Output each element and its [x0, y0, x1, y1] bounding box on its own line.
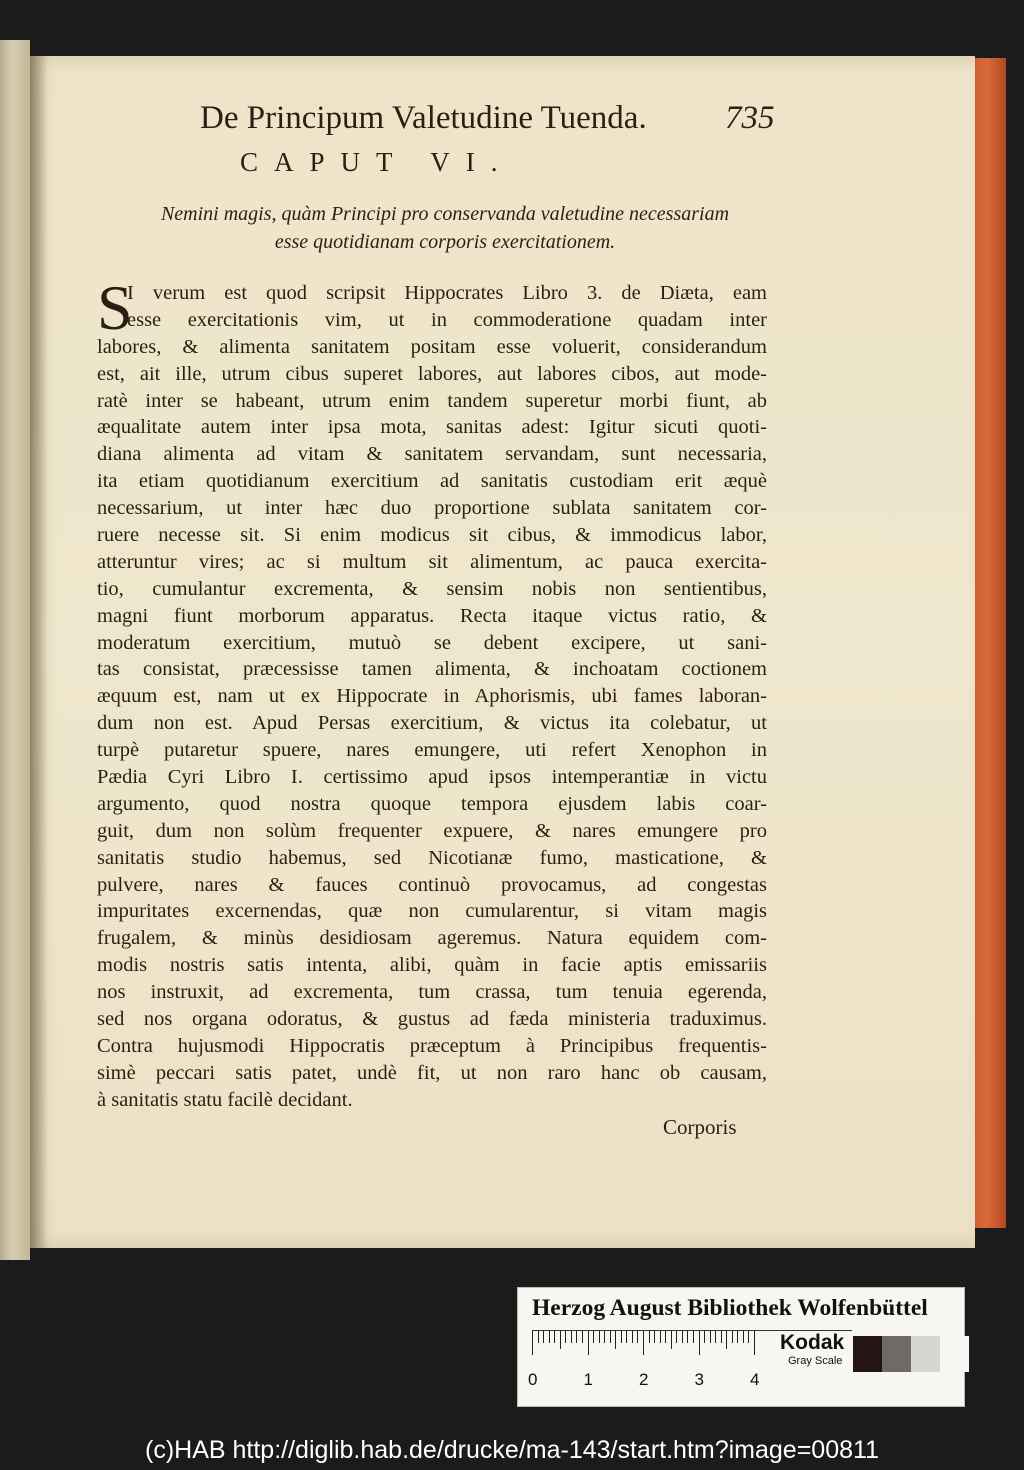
running-head: De Principum Valetudine Tuenda. — [200, 100, 647, 136]
gutter-shadow — [30, 56, 48, 1248]
kodak-logo: Kodak — [780, 1331, 845, 1354]
ruler-tick — [704, 1331, 705, 1343]
body-line: magni fiunt morborum apparatus. Recta itaque victus ratio, & — [97, 604, 767, 627]
ruler-tick — [671, 1331, 672, 1349]
ruler-tick — [593, 1331, 594, 1343]
ruler-tick — [549, 1331, 550, 1343]
body-line: modis nostris satis intenta, alibi, quàm in facie aptis emissariis — [97, 954, 767, 977]
gray-swatch — [882, 1336, 911, 1372]
body-line: I verum est quod scripsit Hippocrates Libro 3. de Diæta, eam — [127, 282, 767, 304]
ruler-tick — [748, 1331, 749, 1343]
ruler-tick — [754, 1331, 755, 1355]
body-line: ruere necesse sit. Si enim modicus sit cibus, & immodicus labor, — [97, 524, 767, 547]
body-line: æqualitate autem inter ipsa mota, sanitas adest: Igitur sicuti quoti- — [97, 416, 767, 439]
ruler-tick — [637, 1331, 638, 1343]
body-line: ita etiam quotidianum exercitium ad sanitatis custodiam erit æquè — [97, 470, 767, 493]
ruler-number: 2 — [639, 1370, 649, 1389]
body-line: Contra hujusmodi Hippocratis præceptum à Principibus frequentis- — [97, 1034, 767, 1057]
ruler-tick — [588, 1331, 589, 1355]
body-line: ratè inter se habeant, utrum enim tandem superetur morbi fiunt, ab — [97, 389, 767, 412]
ruler-tick — [687, 1331, 688, 1343]
body-line: turpè putaretur spuere, nares emungere, uti refert Xenophon in — [97, 739, 767, 762]
ruler-tick — [682, 1331, 683, 1343]
body-line: tas consistat, præcessisse tamen alimenta, & inchoatam coctionem — [97, 658, 767, 681]
body-line: esse exercitationis vim, ut in commoderatione quadam inter — [127, 308, 767, 331]
body-line: labores, & alimenta sanitatem positam esse voluerit, considerandum — [97, 335, 767, 358]
gray-scale-label: Gray Scale — [788, 1355, 843, 1367]
ruler-number: 0 — [528, 1370, 538, 1389]
ruler-tick — [737, 1331, 738, 1343]
ruler-tick — [649, 1331, 650, 1343]
body-text — [97, 272, 767, 1114]
ruler-tick — [571, 1331, 572, 1343]
body-line: æquum est, nam ut ex Hippocrate in Aphorismis, ubi fames laboran- — [97, 685, 767, 708]
library-color-card — [517, 1287, 965, 1407]
ruler-tick — [532, 1331, 533, 1355]
body-line: atteruntur vires; ac si multum sit alimentum, ac pauca exercita- — [97, 550, 767, 573]
ruler-number: 3 — [694, 1370, 704, 1389]
body-line: frugalem, & minùs desidiosam ageremus. Natura equidem com- — [97, 927, 767, 950]
gray-swatch — [940, 1336, 969, 1372]
ruler-tick — [699, 1331, 700, 1355]
ruler-tick — [538, 1331, 539, 1343]
card-title: Herzog August Bibliothek Wolfenbüttel — [532, 1295, 928, 1321]
body-line: moderatum exercitium, mutuò se debent excipere, ut sani- — [97, 631, 767, 654]
body-line: pulvere, nares & fauces continuò provocamus, ad congestas — [97, 873, 767, 896]
body-line: argumento, quod nostra quoque tempora ejusdem labis coar- — [97, 792, 767, 815]
copyright-url-footer: (c)HAB http://diglib.hab.de/drucke/ma-143/start.htm?image=00811 — [145, 1436, 879, 1464]
summary-line: Nemini magis, quàm Principi pro conservanda valetudine necessariam — [160, 203, 730, 225]
page-number: 735 — [725, 100, 775, 136]
ruler-tick — [560, 1331, 561, 1349]
body-line: necessarium, ut inter hæc duo proportione sublata sanitatem cor- — [97, 497, 767, 520]
ruler-tick — [543, 1331, 544, 1343]
body-line: sed nos organa odoratus, & gustus ad fæda ministeria traduximus. — [97, 1008, 767, 1031]
ruler-tick — [621, 1331, 622, 1343]
ruler-tick — [732, 1331, 733, 1343]
ruler-tick — [599, 1331, 600, 1343]
body-line: Pædia Cyri Libro I. certissimo apud ipsos intemperantiæ in victu — [97, 766, 767, 789]
adjacent-page-edge — [0, 40, 30, 1260]
body-line: simè peccari satis patet, undè fit, ut non raro hanc ob causam, — [97, 1061, 767, 1084]
body-line: dum non est. Apud Persas exercitium, & victus ita colebatur, ut — [97, 712, 767, 735]
gray-swatch — [911, 1336, 940, 1372]
ruler-tick — [660, 1331, 661, 1343]
ruler-tick — [643, 1331, 644, 1355]
ruler-tick — [615, 1331, 616, 1349]
body-line: impuritates excernendas, quæ non cumularentur, si vitam magis — [97, 900, 767, 923]
ruler-tick — [726, 1331, 727, 1349]
ruler-tick — [626, 1331, 627, 1343]
body-line: guit, dum non solùm frequenter expuere, & nares emungere pro — [97, 819, 767, 842]
chapter-summary — [95, 200, 795, 256]
ruler-tick — [604, 1331, 605, 1343]
ruler-tick — [693, 1331, 694, 1343]
ruler-tick — [565, 1331, 566, 1343]
body-line: diana alimenta ad vitam & sanitatem servandam, sunt necessaria, — [97, 443, 767, 466]
catchword: Corporis — [663, 1115, 737, 1139]
ruler-tick — [665, 1331, 666, 1343]
gray-swatch — [853, 1336, 882, 1372]
ruler-tick — [554, 1331, 555, 1343]
ruler-tick — [743, 1331, 744, 1343]
body-line: nos instruxit, ad excrementa, tum crassa, tum tenuia egerenda, — [97, 981, 767, 1004]
ruler-tick — [582, 1331, 583, 1343]
body-line: à sanitatis statu facilè decidant. — [97, 1088, 353, 1111]
drop-cap: S — [97, 272, 133, 343]
ruler-number: 1 — [583, 1370, 593, 1389]
ruler-number: 4 — [750, 1370, 760, 1389]
body-line: sanitatis studio habemus, sed Nicotianæ fumo, masticatione, & — [97, 846, 767, 869]
ruler-tick — [721, 1331, 722, 1343]
chapter-title: CAPUT VI. — [240, 147, 514, 177]
ruler-tick — [654, 1331, 655, 1343]
ruler-tick — [710, 1331, 711, 1343]
ruler-tick — [715, 1331, 716, 1343]
summary-line: esse quotidianam corporis exercitationem. — [274, 231, 616, 253]
ruler-tick — [610, 1331, 611, 1343]
body-line: tio, cumulantur excrementa, & sensim nobis non sentientibus, — [97, 577, 767, 600]
ruler-tick — [576, 1331, 577, 1343]
body-line: est, ait ille, utrum cibus superet labores, aut labores cibos, aut mode- — [97, 362, 767, 385]
ruler-tick — [676, 1331, 677, 1343]
ruler-tick — [632, 1331, 633, 1343]
